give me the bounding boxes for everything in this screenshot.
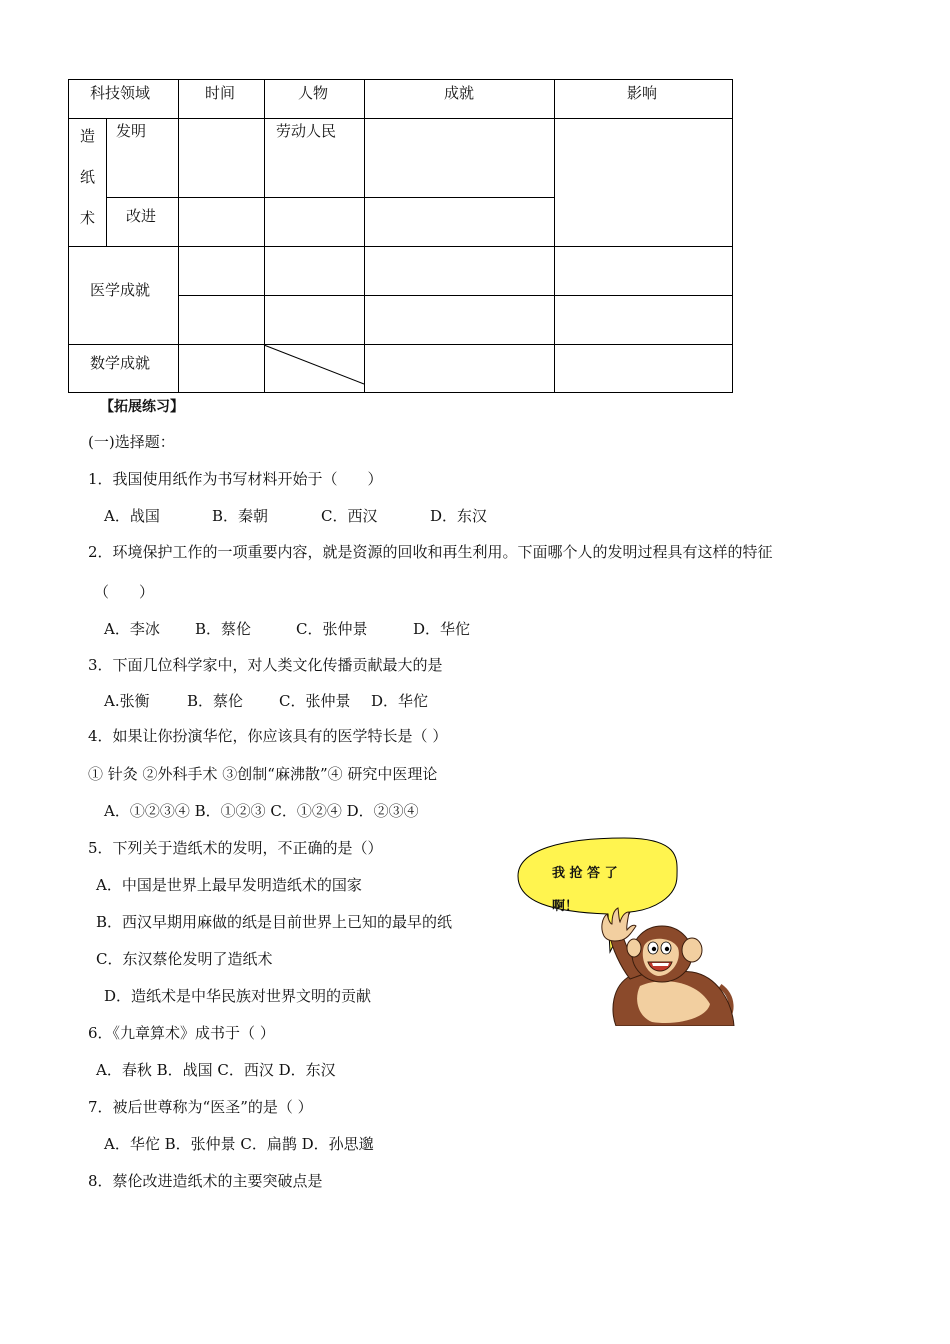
q5-option-b: B．西汉早期用麻做的纸是目前世界上已知的最早的纸	[96, 913, 453, 931]
q4-options: A．①②③④ B．①②③ C．①②④ D．②③④	[104, 802, 419, 820]
achievement-table	[68, 79, 733, 393]
invent-person: 劳动人民	[276, 122, 337, 140]
q3-stem: 3．下面几位科学家中，对人类文化传播贡献最大的是	[88, 656, 443, 674]
header-person: 人物	[298, 84, 329, 102]
header-influence: 影响	[627, 84, 658, 102]
q3-option-b: B．蔡伦	[187, 692, 244, 710]
q4-stem: 4．如果让你扮演华佗，你应该具有的医学特长是（ ）	[88, 727, 448, 745]
q3-option-d: D．华佗	[371, 692, 429, 710]
monkey-illustration	[512, 836, 737, 1026]
header-field: 科技领域	[90, 84, 151, 102]
invent-label: 发明	[116, 122, 147, 140]
medicine-label: 医学成就	[90, 281, 151, 299]
q5-option-a: A．中国是世界上最早发明造纸术的国家	[96, 876, 362, 894]
q2-stem: 2．环境保护工作的一项重要内容，就是资源的回收和再生利用。下面哪个人的发明过程具有这样的特征	[88, 543, 773, 561]
q7-options: A．华佗 B．张仲景 C．扁鹊 D．孙思邈	[104, 1135, 374, 1153]
header-time: 时间	[205, 84, 236, 102]
math-label: 数学成就	[90, 354, 151, 372]
improve-label: 改进	[126, 207, 157, 225]
table-grid	[68, 79, 733, 393]
q1-option-d: D．东汉	[430, 507, 488, 525]
header-achievement: 成就	[444, 84, 475, 102]
bubble-line-1: 我 抢 答 了	[552, 866, 618, 881]
q7-stem: 7．被后世尊称为“医圣”的是（ ）	[88, 1098, 313, 1116]
bubble-line-2: 啊！	[552, 899, 579, 914]
q5-option-c: C．东汉蔡伦发明了造纸术	[96, 950, 273, 968]
q5-stem: 5．下列关于造纸术的发明，不正确的是（）	[88, 839, 383, 857]
q5-option-d: D．造纸术是中华民族对世界文明的贡献	[104, 987, 372, 1005]
q1-option-b: B．秦朝	[212, 507, 269, 525]
q2-option-a: A．李冰	[104, 620, 160, 638]
choice-title: (一)选择题：	[88, 433, 175, 451]
monkey-icon	[512, 836, 737, 1026]
q2-option-d: D．华佗	[413, 620, 471, 638]
q3-option-a: A.张衡	[104, 692, 150, 710]
q3-option-c: C．张仲景	[279, 692, 351, 710]
paper-label-2: 纸	[80, 168, 96, 186]
section-title: 【拓展练习】	[100, 399, 184, 415]
q2-option-c: C．张仲景	[296, 620, 368, 638]
paper-label-1: 造	[80, 127, 96, 145]
paper-label-3: 术	[80, 209, 96, 227]
q2-stem-paren: （ ）	[94, 583, 155, 601]
q6-stem: 6．《九章算术》成书于（ ）	[88, 1024, 275, 1042]
q8-stem: 8．蔡伦改进造纸术的主要突破点是	[88, 1172, 323, 1190]
q1-stem: 1．我国使用纸作为书写材料开始于（ ）	[88, 470, 383, 488]
q4-items: ① 针灸 ②外科手术 ③创制“麻沸散”④ 研究中医理论	[88, 765, 438, 783]
q2-option-b: B．蔡伦	[195, 620, 252, 638]
q6-options: A．春秋 B．战国 C．西汉 D．东汉	[96, 1061, 336, 1079]
q1-option-a: A．战国	[104, 507, 160, 525]
q1-option-c: C．西汉	[321, 507, 378, 525]
